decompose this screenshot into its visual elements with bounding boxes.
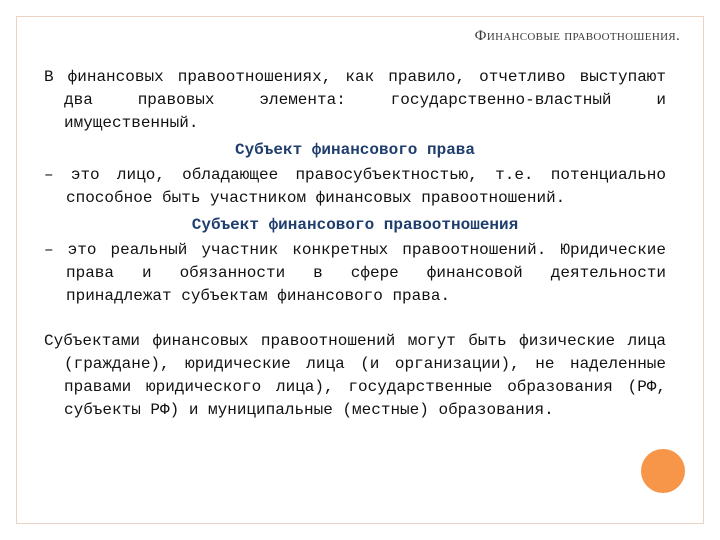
accent-circle xyxy=(641,449,685,493)
slide-title: Финансовые правоотношения. xyxy=(474,28,680,44)
slide-body xyxy=(44,66,666,422)
definition-subject-of-relation: – это реальный участник конкретных правоотношений. Юридические права и обязанности в сфере финансовой деятельности принадлежат субъектам финансового права. xyxy=(44,241,666,305)
subjects-paragraph: Субъектами финансовых правоотношений могут быть физические лица (граждане), юридические лица (и организации), не наделенные правами юридического лица), государственные образования (РФ, субъекты РФ) и муниципальные (местные) образования. xyxy=(44,332,666,419)
heading-subject-of-relation: Субъект финансового правоотношения xyxy=(191,216,519,234)
intro-paragraph: В финансовых правоотношениях, как правило, отчетливо выступают два правовых элемента: государственно-властный и имущественный. xyxy=(44,68,666,132)
definition-subject-of-law: – это лицо, обладающее правосубъектностью, т.е. потенциально способное быть участником финансовых правоотношений. xyxy=(44,166,666,207)
heading-subject-of-law: Субъект финансового права xyxy=(234,141,476,159)
